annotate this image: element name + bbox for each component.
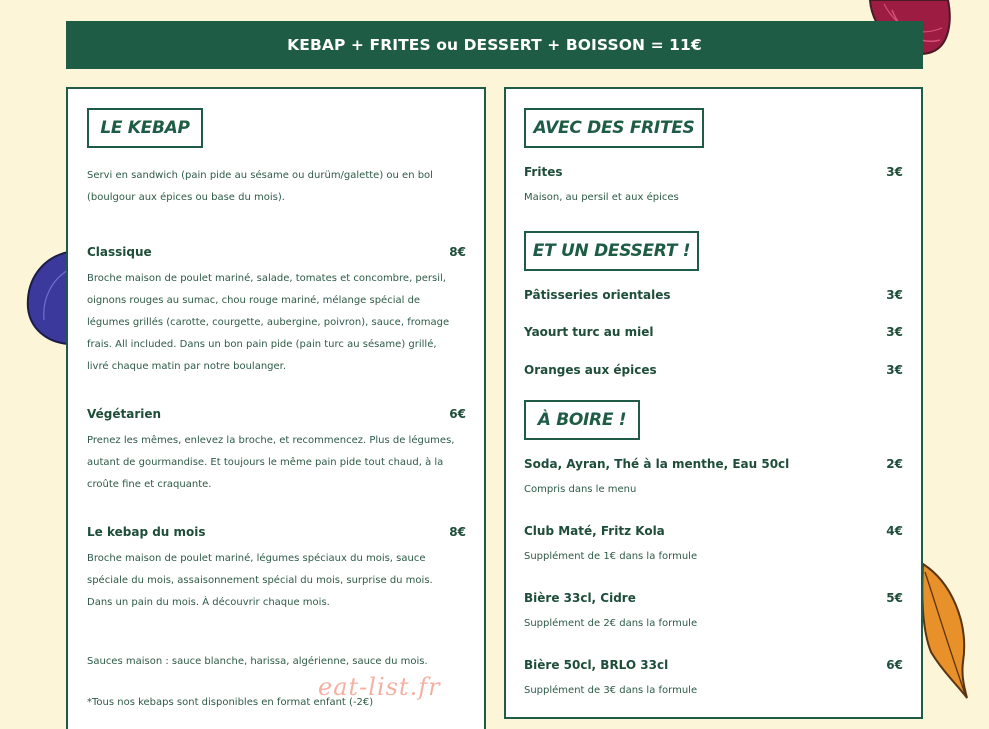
orange-leaf-icon <box>921 562 971 702</box>
item-desc-classique: Broche maison de poulet mariné, salade, tomates et concombre, persil, oignons rouges au sumac, chou rouge mariné, mélange spécial de légumes grillés (carotte, courgette, aubergine, poivron), sauce, fromage frais. All included. Dans un bon pain pide (pain turc au sésame) grillé, livré chaque matin par notre boulanger. <box>87 273 450 372</box>
item-sub-biere-50: Supplément de 3€ dans la formule <box>524 685 698 696</box>
item-price-biere-50: 6€ <box>886 658 903 672</box>
item-price-classique: 8€ <box>449 245 466 259</box>
item-sub-soda: Compris dans le menu <box>524 484 637 495</box>
item-name-patisseries: Pâtisseries orientales <box>524 288 671 302</box>
item-price-oranges: 3€ <box>886 363 903 377</box>
item-desc-vegetarien: Prenez les mêmes, enlevez la broche, et recommencez. Plus de légumes, autant de gourmandise. Et toujours le même pain pide tout chaud, à la croûte fine et craquante. <box>87 435 455 490</box>
item-name-vegetarien: Végétarien <box>87 407 162 421</box>
item-price-club-mate: 4€ <box>886 524 903 538</box>
item-price-kebap-du-mois: 8€ <box>449 525 466 539</box>
item-price-yaourt: 3€ <box>886 325 903 339</box>
sauces-note: Sauces maison : sauce blanche, harissa, algérienne, sauce du mois. <box>87 656 428 667</box>
section-title-dessert: ET UN DESSERT ! <box>524 231 699 271</box>
item-price-soda: 2€ <box>886 457 903 471</box>
item-sub-club-mate: Supplément de 1€ dans la formule <box>524 551 698 562</box>
item-price-patisseries: 3€ <box>886 288 903 302</box>
item-name-soda: Soda, Ayran, Thé à la menthe, Eau 50cl <box>524 457 790 471</box>
item-price-biere-33: 5€ <box>886 591 903 605</box>
item-name-biere-50: Bière 50cl, BRLO 33cl <box>524 658 669 672</box>
watermark: eat-list.fr <box>318 673 441 701</box>
item-desc-kebap-du-mois: Broche maison de poulet mariné, légumes spéciaux du mois, sauce spéciale du mois, assaisonnement spécial du mois, surprise du mois. Dans un pain du mois. À découvrir chaque mois. <box>87 553 433 608</box>
item-price-vegetarien: 6€ <box>449 407 466 421</box>
purple-leaf-icon <box>24 250 68 345</box>
kebap-intro: Servi en sandwich (pain pide au sésame ou durüm/galette) ou en bol (boulgour aux épices ou base du mois). <box>87 170 433 203</box>
item-sub-biere-33: Supplément de 2€ dans la formule <box>524 618 698 629</box>
item-name-yaourt: Yaourt turc au miel <box>524 325 654 339</box>
section-title-boire: À BOIRE ! <box>524 400 640 440</box>
item-name-club-mate: Club Maté, Fritz Kola <box>524 524 665 538</box>
item-price-frites: 3€ <box>886 165 903 179</box>
formula-banner <box>66 21 923 69</box>
item-sub-frites: Maison, au persil et aux épices <box>524 192 679 203</box>
section-title-frites: AVEC DES FRITES <box>524 108 704 148</box>
sides-panel <box>504 87 923 719</box>
kebap-panel <box>66 87 486 729</box>
item-name-kebap-du-mois: Le kebap du mois <box>87 525 206 539</box>
item-name-classique: Classique <box>87 245 152 259</box>
item-name-biere-33: Bière 33cl, Cidre <box>524 591 636 605</box>
kids-footnote: *Tous nos kebaps sont disponibles en format enfant (-2€) <box>87 697 374 708</box>
formula-banner-text: KEBAP + FRITES ou DESSERT + BOISSON = 11€ <box>287 36 702 54</box>
item-name-oranges: Oranges aux épices <box>524 363 657 377</box>
section-title-kebap: LE KEBAP <box>87 108 203 148</box>
item-name-frites: Frites <box>524 165 563 179</box>
